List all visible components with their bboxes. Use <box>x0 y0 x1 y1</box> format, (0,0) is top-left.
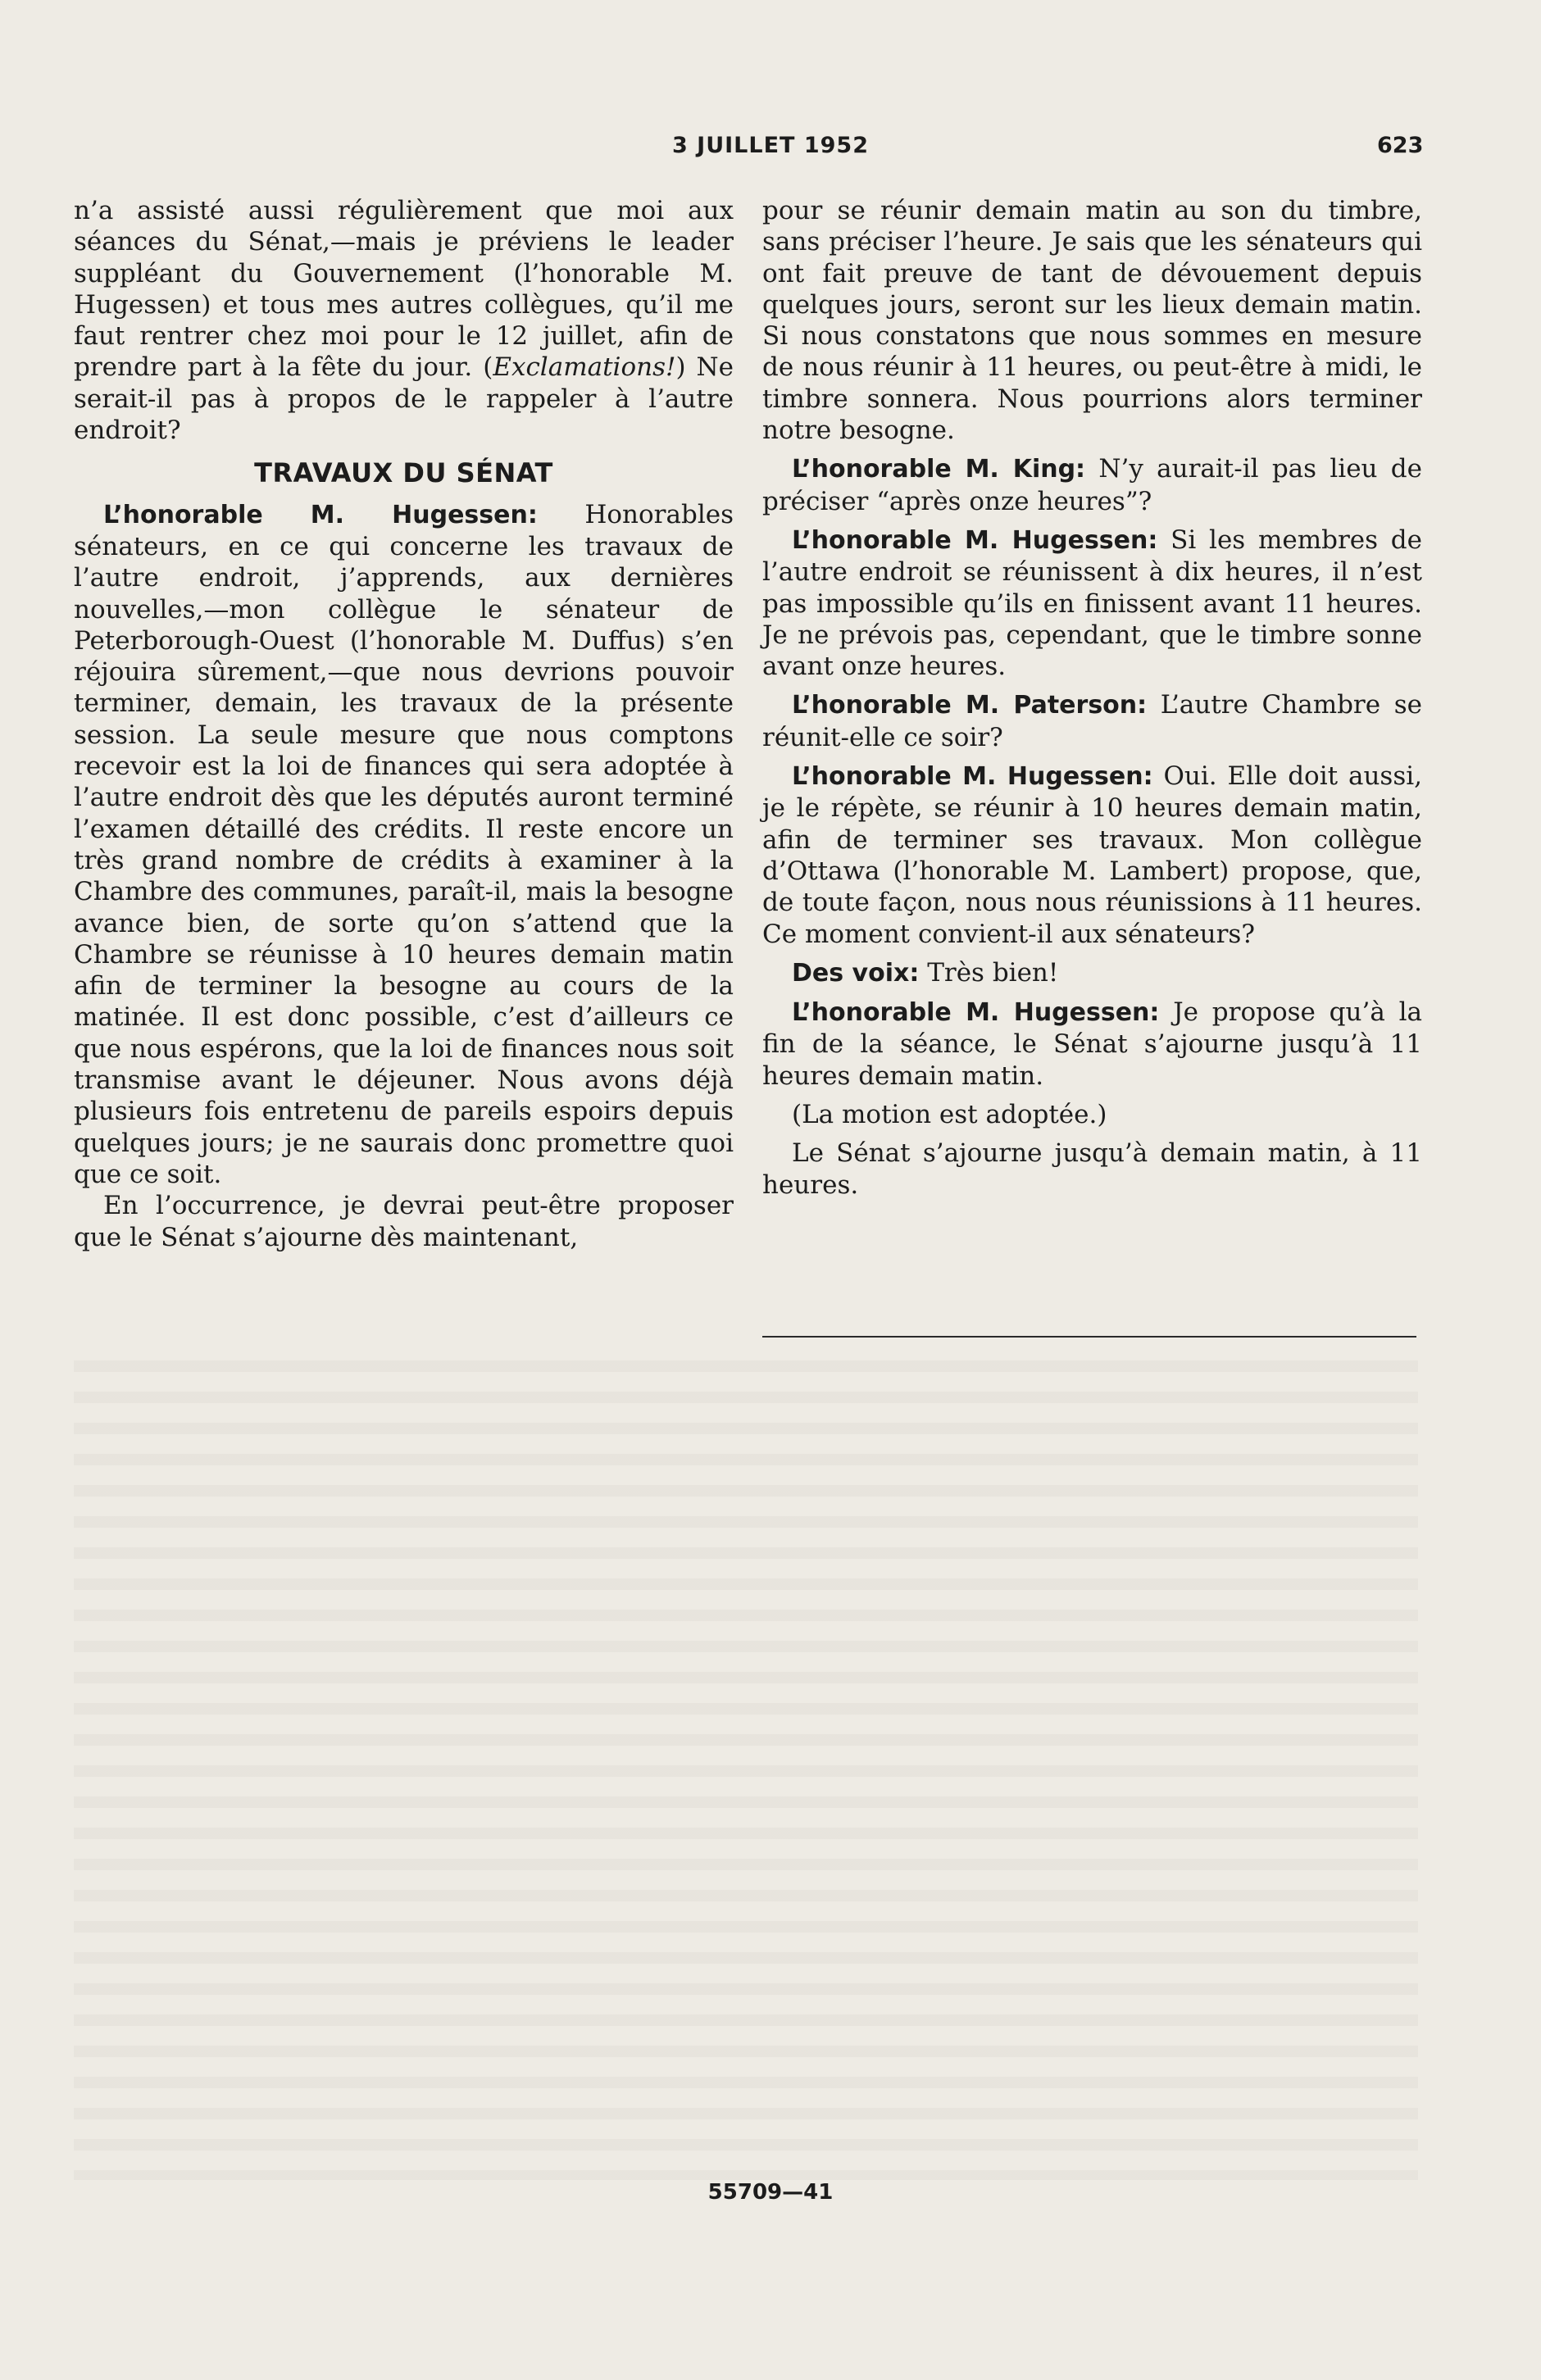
speaker-name: L’honorable M. Hugessen: <box>792 762 1153 792</box>
header-date: 3 JUILLET 1952 <box>671 133 870 158</box>
speech-hugessen <box>762 525 1422 682</box>
speech-text: Très bien! <box>919 957 1059 988</box>
section-heading: TRAVAUX DU SÉNAT <box>254 457 553 489</box>
paragraph-occurrence: En l’occurrence, je devrai peut-être proposer que le Sénat s’ajourne dès maintenant, <box>74 1191 734 1252</box>
speech-paterson <box>762 689 1422 753</box>
speech-des-voix <box>762 957 1422 989</box>
horizontal-rule <box>762 1336 1416 1338</box>
adjournment-text: Le Sénat s’ajourne jusqu’à demain matin, à 11 heures. <box>762 1138 1422 1200</box>
speech-text: Oui. Elle doit aussi, je le répète, se réunir à 10 heures demain matin, afin de terminer ses travaux. Mon collègue d’Ottawa (l’honorable M. Lambert) propose, que, de toute façon, nous nous réunissions à 11 heures. Ce moment convient-il aux sénateurs? <box>762 761 1422 949</box>
speaker-name: L’honorable M. Paterson: <box>792 691 1148 720</box>
page-number: 623 <box>1377 133 1424 158</box>
speaker-name: L’honorable M. Hugessen: <box>792 998 1160 1028</box>
speech-text: Honorables sénateurs, en ce qui concerne les travaux de l’autre endroit, j’apprends, aux dernières nouvelles,—mon collègue le sénateur de Peterborough-Ouest (l’honorable M. Duffus) s’en réjouira sûrement,—que nous devrions pouvoir terminer, demain, les travaux de la présente session. La seule mesure que nous comptons recevoir est la loi de finances qui sera adoptée à l’autre endroit dès que les députés auront terminé l’examen détaillé des crédits. Il reste encore un très grand nombre de crédits à examiner à la Chambre des communes, paraît-il, mais la besogne avance bien, de sorte qu’on s’attend que la Chambre se réunisse à 10 heures demain matin afin de terminer la besogne au cours de la matinée. Il est donc possible, c’est d’ailleurs ce que nous espérons, que la loi de finances nous soit transmise avant le déjeuner. Nous avons déjà plusieurs fois entretenu de pareils espoirs depuis quelques jours; je ne saurais donc promettre quoi que ce soit. <box>74 499 734 1189</box>
left-column <box>74 195 734 1253</box>
right-column <box>762 195 1422 1201</box>
bleed-through-texture <box>74 1360 1418 2180</box>
speaker-name: L’honorable M. Hugessen: <box>103 500 538 529</box>
paragraph-text: n’a assisté aussi régulièrement que moi aux séances du Sénat,—mais je préviens le leader suppléant du Gouvernement (l’honorable M. Hugessen) et tous mes autres collègues, qu’il me faut rentrer chez moi pour le 12 juillet, afin de prendre part à la fête du jour. ( <box>74 196 734 383</box>
paragraph-text: ) Ne serait-il pas à propos de le rappeler à l’autre endroit? <box>74 352 734 446</box>
speech-hugessen <box>74 499 734 1191</box>
speech-hugessen <box>762 997 1422 1092</box>
speech-king <box>762 453 1422 517</box>
speaker-name: L’honorable M. King: <box>792 455 1086 484</box>
italic-exclamations: Exclamations! <box>493 352 676 383</box>
speech-text: L’autre Chambre se réunit-elle ce soir? <box>762 690 1423 752</box>
speech-text: Je propose qu’à la fin de la séance, le Sénat s’ajourne jusqu’à 11 heures demain matin. <box>762 997 1423 1091</box>
paragraph-continuation: pour se réunir demain matin au son du timbre, sans préciser l’heure. Je sais que les sénateurs qui ont fait preuve de tant de dévouement depuis quelques jours, seront sur les lieux demain matin. Si nous constatons que nous sommes en mesure de nous réunir à 11 heures, ou peut-être à midi, le timbre sonnera. Nous pourrions alors terminer notre besogne. <box>762 196 1422 446</box>
footer-code: 55709—41 <box>707 2180 834 2205</box>
motion-adopted: (La motion est adoptée.) <box>792 1100 1107 1130</box>
speech-text: N’y aurait-il pas lieu de préciser “après onze heures”? <box>762 454 1422 516</box>
paragraph-intro <box>74 195 734 446</box>
speaker-name: Des voix: <box>792 958 920 988</box>
speech-hugessen <box>762 761 1422 950</box>
speaker-name: L’honorable M. Hugessen: <box>792 525 1158 555</box>
speech-text: Si les membres de l’autre endroit se réunissent à dix heures, il n’est pas impossible qu’ils en finissent avant 11 heures. Je ne prévois pas, cependant, que le timbre sonne avant onze heures. <box>762 525 1422 682</box>
